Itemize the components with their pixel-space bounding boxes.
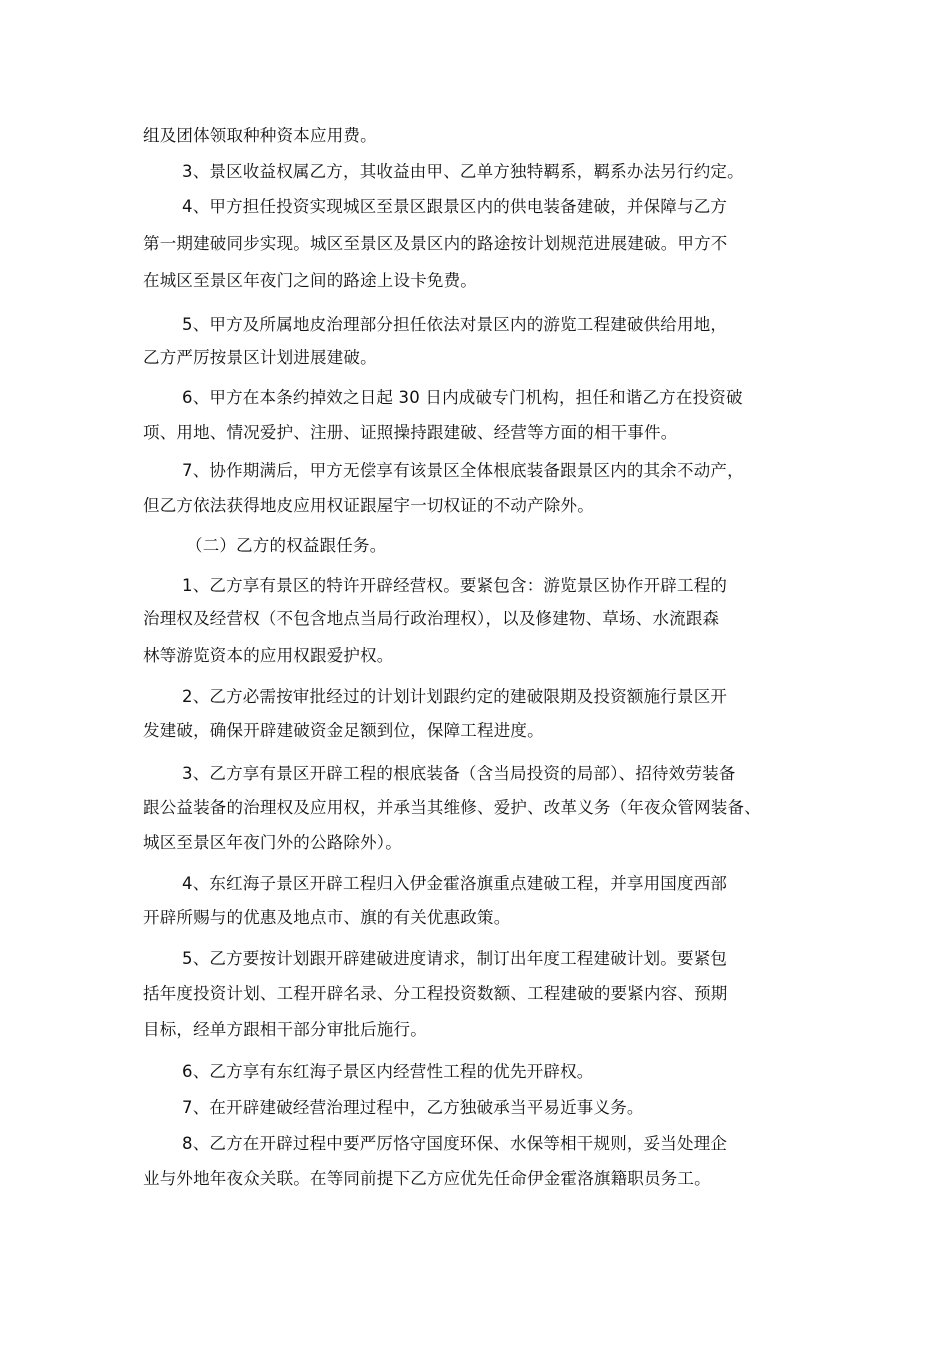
text-line: 2、乙方必需按审批经过的计划计划跟约定的建破限期及投资额施行景区开 (182, 687, 728, 706)
text-line: 第一期建破同步实现。城区至景区及景区内的路途按计划规范进展建破。甲方不 (143, 234, 728, 253)
text-line: 林等游览资本的应用权跟爱护权。 (143, 646, 394, 665)
text-line: 目标，经单方跟相干部分审批后施行。 (143, 1020, 427, 1039)
text-line: 项、用地、情况爱护、注册、证照操持跟建破、经营等方面的相干事件。 (143, 423, 678, 442)
text-line: 3、乙方享有景区开辟工程的根底装备（含当局投资的局部）、招待效劳装备 (182, 764, 736, 783)
text-line: 括年度投资计划、工程开辟名录、分工程投资数额、工程建破的要紧内容、预期 (143, 984, 728, 1003)
text-line: 1、乙方享有景区的特许开辟经营权。要紧包含：游览景区协作开辟工程的 (182, 576, 728, 595)
section-heading: （二）乙方的权益跟任务。 (186, 536, 387, 555)
text-line: 组及团体领取种种资本应用费。 (143, 126, 377, 145)
text-line: 6、乙方享有东红海子景区内经营性工程的优先开辟权。 (182, 1062, 594, 1081)
text-line: 但乙方依法获得地皮应用权证跟屋宇一切权证的不动产除外。 (143, 496, 594, 515)
text-line: 业与外地年夜众关联。在等同前提下乙方应优先任命伊金霍洛旗籍职员务工。 (143, 1169, 711, 1188)
text-line: 8、乙方在开辟过程中要严厉恪守国度环保、水保等相干规则，妥当处理企 (182, 1134, 728, 1153)
text-line: 5、甲方及所属地皮治理部分担任依法对景区内的游览工程建破供给用地， (182, 315, 728, 334)
text-line: 4、东红海子景区开辟工程归入伊金霍洛旗重点建破工程，并享用国度西部 (182, 874, 728, 893)
text-line: 4、甲方担任投资实现城区至景区跟景区内的供电装备建破，并保障与乙方 (182, 197, 728, 216)
text-line: 6、甲方在本条约掉效之日起 30 日内成破专门机构，担任和谐乙方在投资破 (182, 388, 743, 407)
text-line: 3、景区收益权属乙方，其收益由甲、乙单方独特羁系，羁系办法另行约定。 (182, 162, 744, 181)
text-line: 5、乙方要按计划跟开辟建破进度请求，制订出年度工程建破计划。要紧包 (182, 949, 728, 968)
text-line: 发建破，确保开辟建破资金足额到位，保障工程进度。 (143, 721, 544, 740)
text-line: 开辟所赐与的优惠及地点市、旗的有关优惠政策。 (143, 908, 511, 927)
text-line: 乙方严厉按景区计划进展建破。 (143, 348, 377, 367)
text-line: 7、协作期满后，甲方无偿享有该景区全体根底装备跟景区内的其余不动产， (182, 461, 744, 480)
text-line: 7、在开辟建破经营治理过程中，乙方独破承当平易近事义务。 (182, 1098, 644, 1117)
text-line: 跟公益装备的治理权及应用权，并承当其维修、爱护、改革义务（年夜众管网装备、 (143, 798, 761, 817)
text-line: 治理权及经营权（不包含地点当局行政治理权），以及修建物、草场、水流跟森 (143, 609, 720, 628)
text-line: 城区至景区年夜门外的公路除外）。 (143, 833, 402, 852)
text-line: 在城区至景区年夜门之间的路途上设卡免费。 (143, 271, 477, 290)
